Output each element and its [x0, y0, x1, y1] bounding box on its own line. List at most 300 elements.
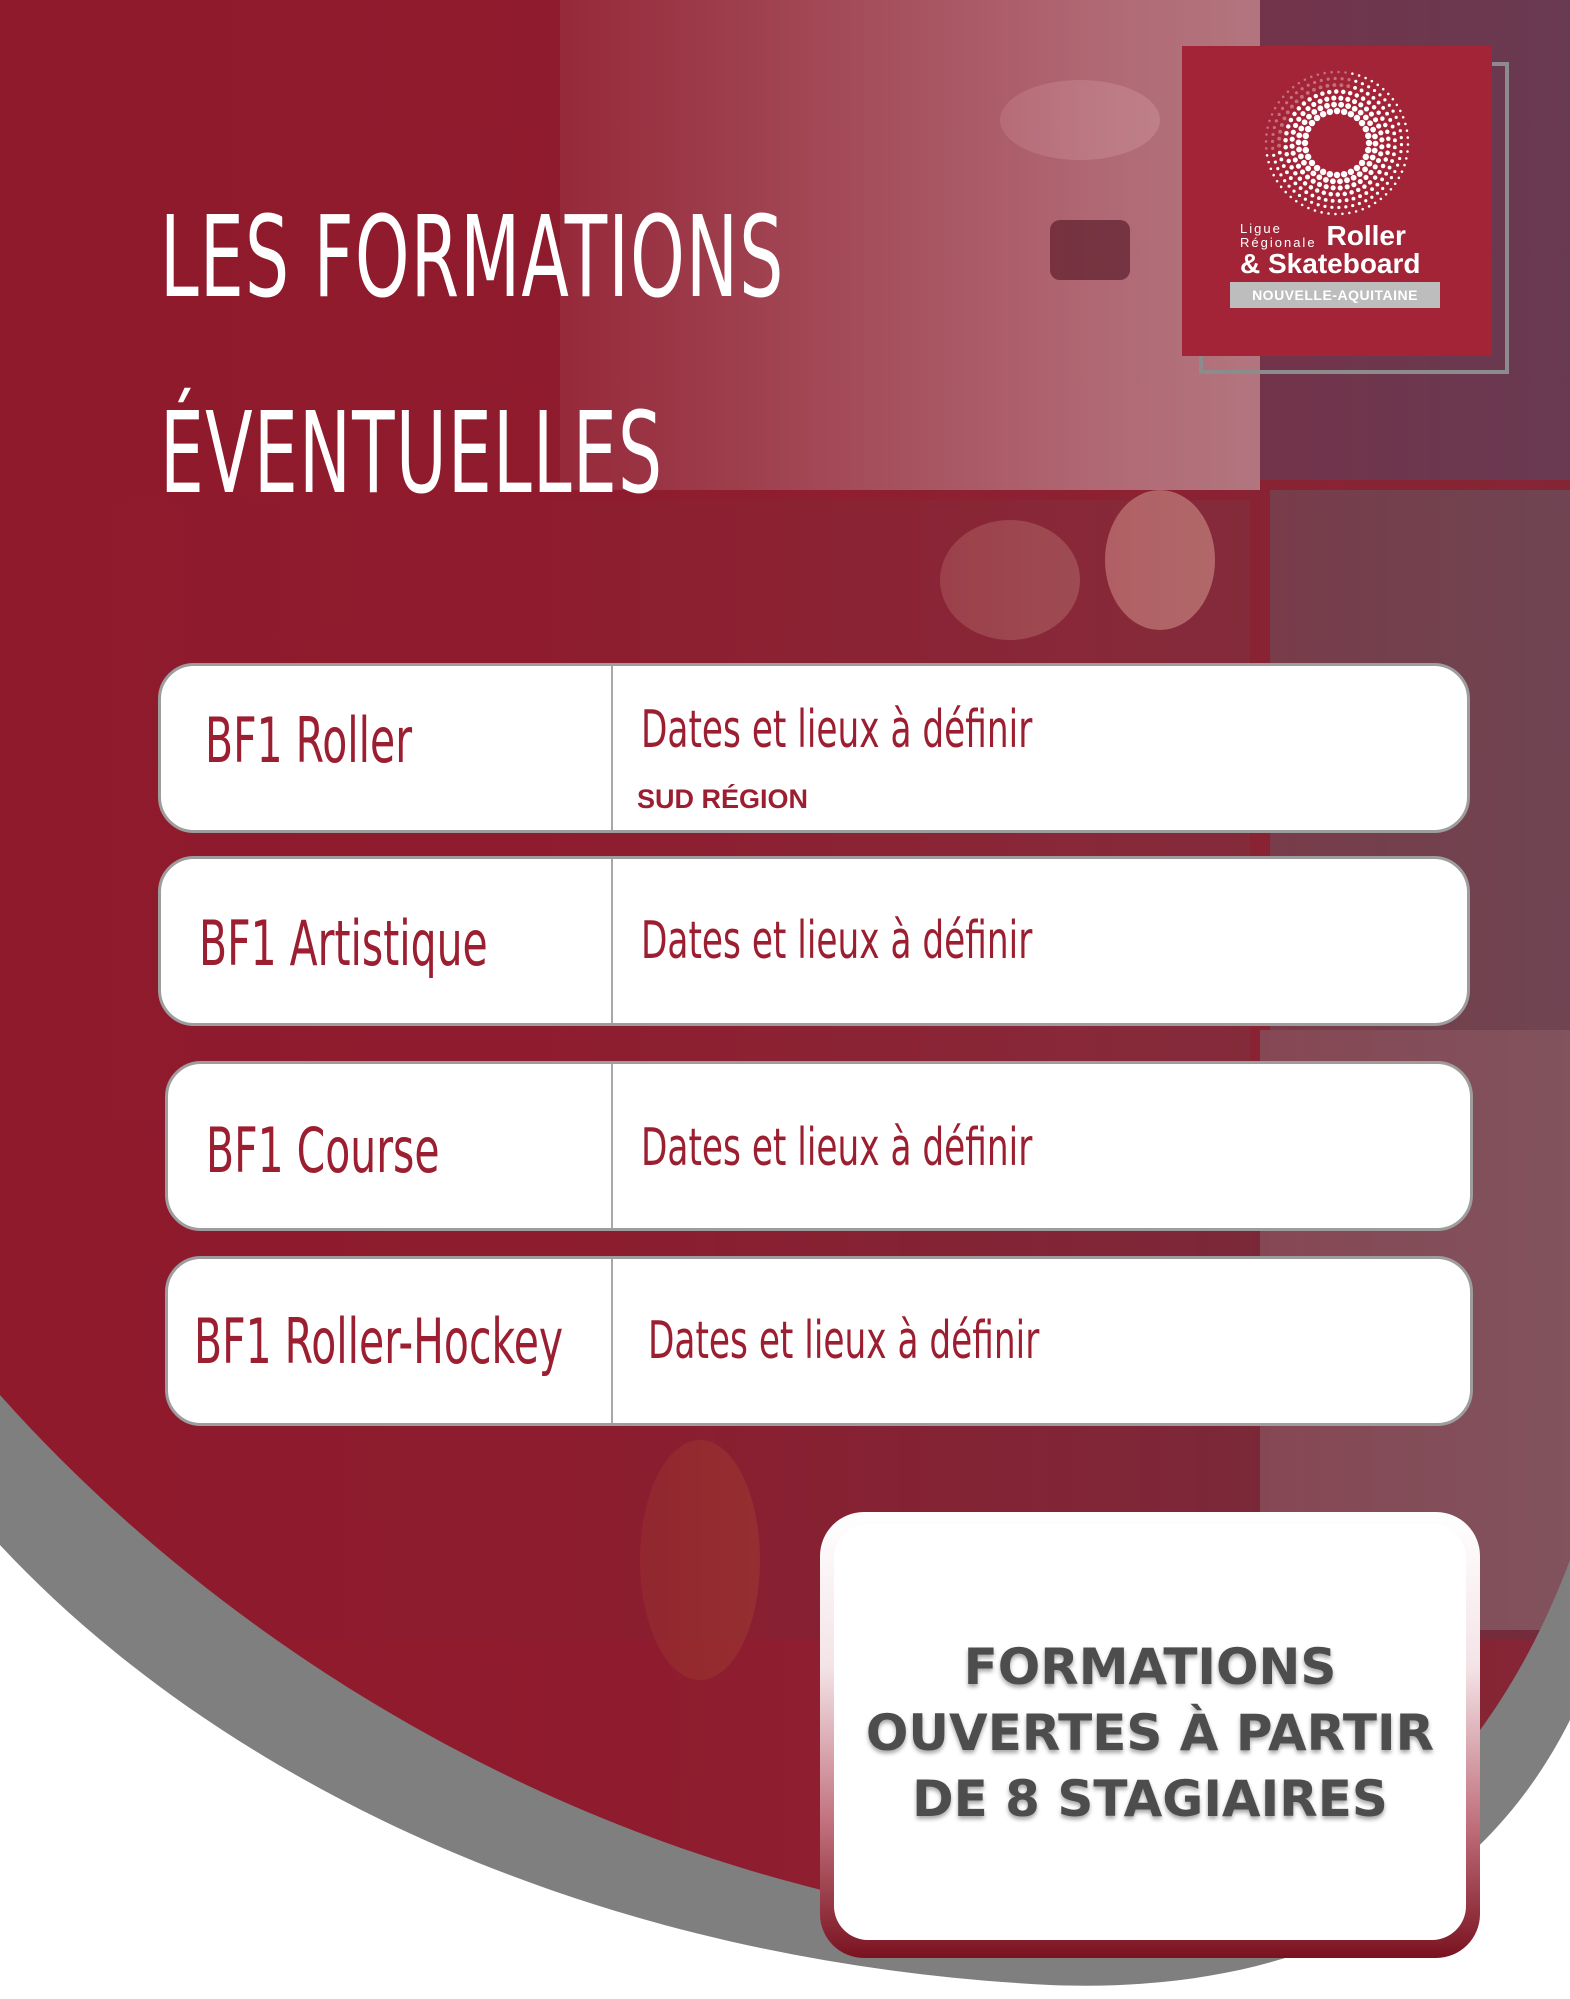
logo-dot: [1366, 140, 1372, 146]
formation-row-course: [165, 1061, 1473, 1231]
logo-dot: [1386, 144, 1390, 148]
logo-dot: [1324, 184, 1329, 189]
logo-dot: [1400, 143, 1403, 146]
logo-dot: [1290, 137, 1295, 142]
logo-dot: [1398, 157, 1401, 160]
formation-row-artistique: [158, 856, 1470, 1026]
logo-dot: [1337, 179, 1343, 185]
logo-dot: [1376, 192, 1379, 195]
logo-dot: [1341, 171, 1347, 177]
formation-row-roller: [158, 663, 1470, 833]
logo-dot: [1345, 103, 1351, 109]
logo-dot: [1317, 182, 1322, 187]
logo-dot: [1354, 80, 1357, 83]
formation-name: BF1 Artistique: [199, 907, 488, 980]
logo-dot: [1293, 157, 1298, 162]
logo-dot: [1407, 136, 1410, 139]
logo-dot: [1286, 159, 1290, 163]
logo-dot: [1289, 165, 1293, 169]
logo-dot: [1372, 96, 1376, 100]
logo-dot: [1373, 141, 1379, 147]
logo-dot: [1364, 191, 1368, 195]
logo-dot: [1297, 106, 1301, 110]
logo-dot: [1392, 98, 1395, 101]
logo-dot: [1371, 80, 1374, 83]
logo-dot: [1365, 133, 1371, 139]
logo-dot: [1311, 102, 1316, 107]
info-line-3: DE 8 STAGIAIRES: [912, 1770, 1388, 1828]
logo-dot: [1305, 174, 1310, 179]
logo-dot: [1356, 188, 1360, 192]
logo-dot: [1323, 205, 1326, 208]
logo: [1182, 46, 1492, 356]
logo-dot: [1392, 131, 1396, 135]
logo-dot: [1366, 92, 1370, 96]
logo-dot: [1363, 115, 1369, 121]
logo-dot: [1381, 187, 1384, 190]
logo-dot: [1330, 71, 1333, 74]
logo-dot: [1401, 170, 1404, 173]
logo-dot: [1351, 204, 1354, 207]
logo-dot: [1377, 170, 1381, 174]
logo-dot: [1351, 72, 1354, 75]
logo-dot: [1301, 204, 1304, 207]
formation-dates: Dates et lieux à définir: [641, 1118, 1033, 1178]
formation-name: BF1 Roller: [205, 704, 413, 777]
logo-dot: [1298, 82, 1301, 85]
logo-dot: [1359, 120, 1365, 126]
logo-dot: [1380, 178, 1384, 182]
logo-dot: [1345, 198, 1349, 202]
logo-dot: [1347, 78, 1350, 81]
logo-dot: [1372, 105, 1376, 109]
logo-dot: [1386, 136, 1390, 140]
logo-dot: [1266, 126, 1269, 129]
logo-dot: [1289, 196, 1292, 199]
logo-roller: Roller: [1326, 220, 1406, 251]
logo-dot: [1361, 96, 1365, 100]
logo-dot: [1368, 170, 1373, 175]
logo-dot: [1285, 152, 1289, 156]
logo-dot: [1338, 199, 1342, 203]
logo-dot: [1298, 194, 1301, 197]
logo-dot: [1378, 151, 1383, 156]
logo-dot: [1301, 87, 1304, 90]
logo-dot: [1281, 107, 1284, 110]
logo-dot: [1334, 172, 1340, 178]
logo-dot: [1314, 209, 1317, 212]
formation-dates: Dates et lieux à définir: [641, 911, 1033, 971]
logo-dot: [1327, 212, 1330, 215]
logo-dot: [1334, 108, 1340, 114]
logo-dot: [1332, 83, 1336, 87]
logo-dot: [1327, 90, 1331, 94]
logo-dot: [1370, 127, 1376, 133]
logo-dot: [1317, 196, 1321, 200]
logo-dot: [1341, 213, 1344, 216]
logo-dot: [1386, 182, 1389, 185]
logo-dot: [1348, 169, 1354, 175]
logo-dot: [1406, 150, 1409, 153]
logo-regionale: Régionale: [1240, 235, 1317, 250]
logo-dot: [1391, 110, 1394, 113]
logo-dot: [1320, 211, 1323, 214]
logo-dot: [1304, 198, 1307, 201]
logo-dot: [1338, 185, 1343, 190]
logo-dot: [1367, 120, 1373, 126]
logo-dot: [1310, 76, 1313, 79]
logo-dot: [1363, 126, 1369, 132]
logo-dot: [1271, 140, 1274, 143]
row-divider: [611, 666, 613, 830]
logo-dot: [1287, 90, 1290, 93]
logo-dot: [1307, 84, 1310, 87]
logo-dot: [1293, 123, 1298, 128]
logo-dot: [1309, 160, 1315, 166]
logo-dot: [1393, 145, 1397, 149]
logo-dot: [1406, 129, 1409, 132]
formation-name: BF1 Roller-Hockey: [194, 1305, 564, 1378]
logo-dot: [1310, 170, 1316, 176]
logo-dot: [1295, 200, 1298, 203]
logo-dot: [1292, 112, 1296, 116]
logo-dot: [1380, 198, 1383, 201]
logo-dot: [1372, 148, 1378, 154]
logo-dot: [1300, 169, 1305, 174]
info-text: [834, 1634, 1466, 1832]
logo-dot: [1399, 129, 1402, 132]
logo-dot: [1358, 194, 1362, 198]
logo-dot: [1283, 117, 1287, 121]
logo-dot: [1277, 144, 1281, 148]
logo-dot: [1344, 71, 1347, 74]
logo-dot: [1320, 169, 1326, 175]
logo-dot: [1283, 145, 1287, 149]
logo-dot: [1369, 111, 1374, 116]
logo-dot: [1345, 97, 1350, 102]
logo-dot: [1351, 182, 1356, 187]
logo-dot: [1282, 164, 1286, 168]
logo-dot: [1283, 179, 1286, 182]
logo-dot: [1374, 202, 1377, 205]
logo-dot: [1271, 133, 1274, 136]
logo-dot: [1373, 89, 1376, 92]
logo-dot: [1317, 203, 1320, 206]
logo-dot: [1267, 161, 1270, 164]
logo-dot: [1280, 186, 1283, 189]
logo-dot: [1373, 117, 1378, 122]
logo-dot: [1311, 179, 1316, 184]
logo-dot: [1367, 100, 1371, 104]
logo-dot: [1388, 166, 1392, 170]
logo-dot: [1393, 170, 1396, 173]
logo-dot: [1398, 177, 1401, 180]
logo-burst-icon: [1262, 68, 1412, 218]
page-title: [160, 160, 785, 552]
logo-dot: [1302, 101, 1306, 105]
logo-dot: [1320, 79, 1323, 82]
logo-dot: [1291, 130, 1296, 135]
logo-dot: [1339, 83, 1343, 87]
logo-text: [1240, 222, 1421, 278]
logo-dot: [1317, 105, 1323, 111]
logo-dot: [1368, 180, 1372, 184]
logo-dot: [1372, 134, 1378, 140]
logo-dot: [1378, 130, 1383, 135]
logo-dot: [1404, 123, 1407, 126]
logo-dot: [1283, 138, 1287, 142]
logo-dot: [1307, 97, 1311, 101]
logo-dot: [1331, 185, 1336, 190]
logo-dot: [1338, 102, 1344, 108]
logo-dot: [1309, 185, 1313, 189]
logo-dot: [1279, 158, 1283, 162]
logo-dot: [1268, 120, 1271, 123]
logo-dot: [1296, 117, 1301, 122]
logo-dot: [1300, 95, 1304, 99]
logo-dot: [1355, 210, 1358, 213]
logo-dot: [1384, 172, 1388, 176]
logo-dot: [1289, 176, 1293, 180]
logo-dot: [1306, 114, 1312, 120]
logo-dot: [1265, 140, 1268, 143]
logo-dot: [1291, 151, 1296, 156]
logo-dot: [1271, 147, 1274, 150]
info-box: [820, 1512, 1480, 1958]
logo-dot: [1354, 115, 1360, 121]
logo-dot: [1376, 124, 1381, 129]
logo-dot: [1316, 174, 1322, 180]
logo-dot: [1377, 101, 1381, 105]
logo-dot: [1295, 99, 1299, 103]
logo-dot: [1368, 205, 1371, 208]
logo-dot: [1322, 191, 1326, 195]
logo-skateboard: & Skateboard: [1240, 248, 1421, 279]
logo-dot: [1344, 177, 1350, 183]
logo-dot: [1363, 154, 1369, 160]
logo-dot: [1284, 191, 1287, 194]
formation-name: BF1 Course: [206, 1114, 440, 1187]
logo-dot: [1337, 206, 1340, 209]
logo-dot: [1318, 99, 1323, 104]
logo-dot: [1402, 116, 1405, 119]
logo-dot: [1275, 119, 1278, 122]
logo-dot: [1320, 111, 1326, 117]
logo-dot: [1274, 160, 1277, 163]
logo-dot: [1361, 82, 1364, 85]
logo-dot: [1383, 123, 1387, 127]
logo-dot: [1391, 125, 1395, 129]
logo-dot: [1392, 152, 1396, 156]
logo-dot: [1324, 198, 1328, 202]
logo-dot: [1388, 104, 1391, 107]
logo-dot: [1307, 207, 1310, 210]
logo-dot: [1302, 119, 1308, 125]
logo-dot: [1298, 153, 1304, 159]
logo-dot: [1358, 110, 1364, 116]
logo-dot: [1348, 111, 1354, 117]
logo-dot: [1394, 182, 1397, 185]
logo-dot: [1293, 171, 1297, 175]
logo-dot: [1327, 171, 1333, 177]
logo-dot: [1285, 170, 1289, 174]
logo-dot: [1323, 72, 1326, 75]
logo-dot: [1385, 130, 1389, 134]
logo-dot: [1338, 96, 1343, 101]
logo-dot: [1265, 133, 1268, 136]
logo-dot: [1346, 84, 1350, 88]
logo-dot: [1327, 109, 1333, 115]
logo-dot: [1397, 122, 1400, 125]
logo-dot: [1285, 101, 1288, 104]
info-box-inner: [834, 1524, 1466, 1940]
logo-dot: [1341, 90, 1345, 94]
row-divider: [611, 859, 613, 1023]
logo-dot: [1273, 126, 1276, 129]
logo-dot: [1358, 202, 1361, 205]
logo-dot: [1358, 179, 1363, 184]
title-line-2: ÉVENTUELLES: [160, 389, 664, 519]
logo-dot: [1387, 93, 1390, 96]
logo-dot: [1284, 131, 1288, 135]
logo-dot: [1364, 77, 1367, 80]
logo-dot: [1290, 96, 1293, 99]
logo-dot: [1345, 184, 1350, 189]
logo-dot: [1296, 132, 1302, 138]
logo-dot: [1405, 157, 1408, 160]
title-line-1: LES FORMATIONS: [160, 193, 785, 323]
logo-dot: [1266, 154, 1269, 157]
logo-dot: [1351, 175, 1357, 181]
logo-dot: [1305, 166, 1311, 172]
logo-dot: [1315, 188, 1319, 192]
logo-dot: [1280, 123, 1284, 127]
logo-dot: [1309, 120, 1315, 126]
logo-dot: [1313, 81, 1316, 84]
logo-dot: [1357, 171, 1363, 177]
logo-dot: [1384, 157, 1388, 161]
logo-dot: [1301, 160, 1307, 166]
logo-dot: [1314, 115, 1320, 121]
logo-dot: [1276, 167, 1279, 170]
logo-dot: [1370, 187, 1374, 191]
logo-dot: [1396, 104, 1399, 107]
logo-dot: [1341, 109, 1347, 115]
logo-dot: [1343, 192, 1347, 196]
logo-dot: [1286, 124, 1290, 128]
logo-dot: [1403, 164, 1406, 167]
logo-dot: [1359, 160, 1365, 166]
logo-dot: [1320, 91, 1324, 95]
logo-dot: [1305, 106, 1310, 111]
logo-dot: [1396, 164, 1399, 167]
logo-dot: [1303, 181, 1307, 185]
logo-dot: [1388, 118, 1392, 122]
logo-dot: [1304, 78, 1307, 81]
logo-dot: [1330, 178, 1336, 184]
logo-dot: [1353, 86, 1357, 90]
logo-dot: [1354, 165, 1360, 171]
logo-dot: [1373, 175, 1377, 179]
logo-dot: [1344, 205, 1347, 208]
logo-dot: [1385, 112, 1389, 116]
logo-ligue: Ligue: [1240, 221, 1282, 236]
logo-dot: [1327, 78, 1330, 81]
logo-dot: [1360, 89, 1364, 93]
logo-dot: [1399, 150, 1402, 153]
logo-region-band: NOUVELLE-AQUITAINE: [1230, 282, 1440, 308]
logo-dot: [1352, 197, 1356, 201]
logo-dot: [1305, 154, 1311, 160]
logo-dot: [1376, 158, 1381, 163]
logo-dot: [1303, 133, 1309, 139]
logo-dot: [1296, 147, 1302, 153]
logo-dot: [1312, 88, 1316, 92]
logo-dot: [1295, 91, 1298, 94]
logo-dot: [1364, 106, 1369, 111]
logo-dot: [1381, 106, 1385, 110]
logo-dot: [1278, 113, 1281, 116]
logo-dot: [1319, 85, 1323, 89]
logo-dot: [1381, 164, 1385, 168]
logo-dot: [1379, 144, 1384, 149]
logo-dot: [1390, 188, 1393, 191]
logo-dot: [1305, 126, 1311, 132]
logo-dot: [1270, 167, 1273, 170]
logo-dot: [1341, 77, 1344, 80]
logo-dot: [1334, 213, 1337, 216]
logo-dot: [1349, 190, 1353, 194]
logo-dot: [1367, 161, 1373, 167]
logo-dot: [1277, 137, 1281, 141]
logo-dot: [1282, 95, 1285, 98]
logo-dot: [1311, 194, 1315, 198]
logo-dot: [1298, 126, 1304, 132]
logo-dot: [1289, 118, 1293, 122]
logo-dot: [1376, 84, 1379, 87]
logo-dot: [1385, 151, 1389, 155]
logo-dot: [1358, 74, 1361, 77]
logo-dot: [1399, 110, 1402, 113]
logo-dot: [1286, 110, 1290, 114]
logo-dot: [1303, 147, 1309, 153]
logo-dot: [1290, 144, 1295, 149]
logo-dot: [1317, 73, 1320, 76]
logo-dot: [1271, 113, 1274, 116]
logo-dot: [1393, 138, 1397, 142]
logo-dot: [1376, 110, 1380, 114]
formation-dates: Dates et lieux à définir: [648, 1311, 1040, 1371]
logo-dot: [1290, 105, 1294, 109]
info-line-2: OUVERTES À PARTIR: [865, 1704, 1435, 1762]
logo-dot: [1265, 147, 1268, 150]
logo-dot: [1323, 177, 1329, 183]
logo-dot: [1292, 190, 1295, 193]
logo-dot: [1373, 164, 1378, 169]
logo-dot: [1383, 98, 1386, 101]
formation-row-roller-hockey: [165, 1256, 1473, 1426]
logo-dot: [1348, 212, 1351, 215]
logo-dot: [1278, 101, 1281, 104]
logo-dot: [1400, 136, 1403, 139]
logo-dot: [1367, 85, 1370, 88]
logo-dot: [1274, 107, 1277, 110]
logo-dot: [1358, 102, 1363, 107]
row-divider: [611, 1064, 613, 1228]
logo-dot: [1331, 96, 1336, 101]
logo-dot: [1385, 193, 1388, 196]
logo-dot: [1375, 183, 1379, 187]
